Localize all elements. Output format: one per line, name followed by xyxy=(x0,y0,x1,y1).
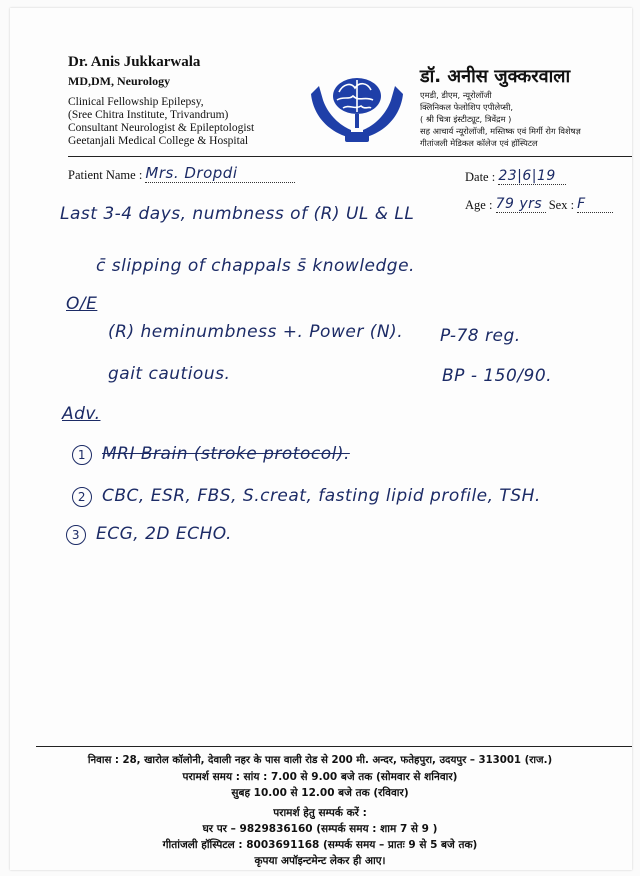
advice-number: 2 xyxy=(72,487,92,507)
complaint-line: c̄ slipping of chappals s̄ knowledge. xyxy=(96,256,415,276)
date-label: Date : xyxy=(465,170,496,184)
oe-heading: O/E xyxy=(66,294,98,314)
advice-heading: Adv. xyxy=(62,404,101,424)
doctor-name-en: Dr. Anis Jukkarwala xyxy=(68,54,201,70)
age-label: Age : xyxy=(465,198,493,212)
advice-text: ECG, 2D ECHO. xyxy=(96,524,232,544)
qualification-line: Clinical Fellowship Epilepsy, xyxy=(68,96,204,108)
advice-text: MRI Brain (stroke protocol). xyxy=(102,444,350,464)
sex-value: F xyxy=(577,196,613,213)
qualification-line: (Sree Chitra Institute, Trivandrum) xyxy=(68,109,229,121)
advice-text: CBC, ESR, FBS, S.creat, fasting lipid profile, TSH. xyxy=(102,486,541,506)
appointment-note: कृपया अपॉइन्टमेन्ट लेकर ही आए। xyxy=(254,855,386,867)
patient-name-value: Mrs. Dropdi xyxy=(145,164,295,183)
sex-label: Sex : xyxy=(548,198,575,212)
date-value: 23|6|19 xyxy=(498,168,566,185)
consult-hours: परामर्श समय : सांय : 7.00 से 9.00 बजे तक (सोमवार से शनिवार) xyxy=(182,771,458,783)
qualification-line-hi: क्लिनिकल फेलोशिप एपीलेप्सी, xyxy=(420,102,514,112)
contact-hospital: गीतांजली हॉस्पिटल : 8003691168 (सम्पर्क समय – प्रातः 9 से 5 बजे तक) xyxy=(162,839,478,851)
doctor-degrees-en: MD,DM, Neurology xyxy=(68,74,171,88)
advice-number: 1 xyxy=(72,445,92,465)
complaint-line: Last 3-4 days, numbness of (R) UL & LL xyxy=(60,204,415,224)
advice-number: 3 xyxy=(66,525,86,545)
qualification-line-hi: सह आचार्य न्यूरोलॉजी, मस्तिष्क एवं मिर्गी रोग विशेषज्ञ xyxy=(420,126,581,136)
clinic-address: निवास : 28, खारोल कॉलोनी, देवाली नहर के पास वाली रोड से 200 मी. अन्दर, फतेहपुरा, उदयपुर – 313001 (राज.) xyxy=(87,755,553,766)
doctor-name-hi: डॉ. अनीस जुक्करवाला xyxy=(420,66,571,87)
qualification-line-hi: ( श्री चित्रा इंस्टीट्यूट, त्रिवेंद्रम ) xyxy=(420,114,512,124)
contact-home: घर पर – 9829836160 (सम्पर्क समय : शाम 7 से 9 ) xyxy=(202,823,438,835)
brain-in-hands-icon xyxy=(307,66,407,146)
age-sex-field xyxy=(465,196,613,213)
bp-reading: BP - 150/90. xyxy=(442,366,553,386)
pulse-reading: P-78 reg. xyxy=(440,326,521,346)
date-field xyxy=(465,168,566,185)
exam-finding: gait cautious. xyxy=(108,364,231,384)
advice-item xyxy=(72,444,350,465)
advice-item xyxy=(72,486,541,507)
advice-item xyxy=(66,524,232,545)
contact-heading: परामर्श हेतु सम्पर्क करें : xyxy=(273,807,367,819)
patient-name-label: Patient Name : xyxy=(68,168,143,182)
prescription-sheet xyxy=(10,8,632,870)
qualification-line-hi: एमडी, डीएम, न्यूरोलॉजी xyxy=(420,90,492,100)
consult-hours: सुबह 10.00 से 12.00 बजे तक (रविवार) xyxy=(231,787,409,799)
patient-name-field xyxy=(68,164,295,183)
qualification-line: Geetanjali Medical College & Hospital xyxy=(68,135,249,147)
qualification-line-hi: गीतांजली मेडिकल कॉलेज एवं हॉस्पिटल xyxy=(420,138,538,148)
exam-finding: (R) heminumbness +. Power (N). xyxy=(108,322,404,342)
footer-divider xyxy=(36,746,632,747)
age-value: 79 yrs xyxy=(496,196,546,213)
qualification-line: Consultant Neurologist & Epileptologist xyxy=(68,122,255,134)
header-divider xyxy=(68,156,632,157)
